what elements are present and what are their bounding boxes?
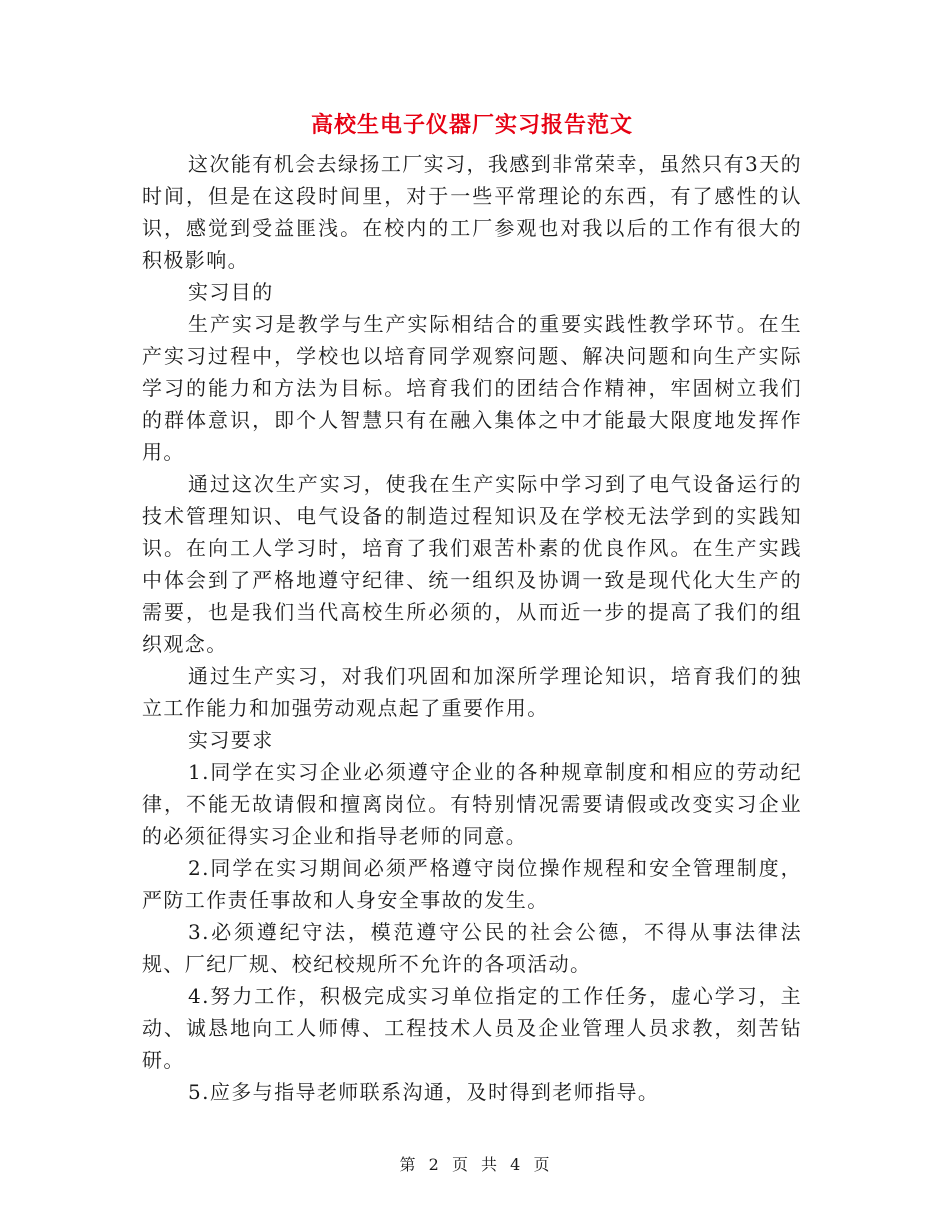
paragraph-intro: 这次能有机会去绿扬工厂实习，我感到非常荣幸，虽然只有3天的时间，但是在这段时间里，对于一些平常理论的东西，有了感性的认识，感觉到受益匪浅。在校内的工厂参观也对我以后的工作有很大的积极影响。 [142,152,802,272]
section-heading-requirements: 实习要求 [188,728,274,752]
paragraph-purpose: 生产实习是教学与生产实际相结合的重要实践性教学环节。在生产实习过程中，学校也以培育同学观察问题、解决问题和向生产实际学习的能力和方法为目标。培育我们的团结合作精神，牢固树立我们的群体意识，即个人智慧只有在融入集体之中才能最大限度地发挥作用。 [142,312,802,464]
section-heading-purpose: 实习目的 [188,280,274,304]
paragraph-summary: 通过生产实习，对我们巩固和加深所学理论知识，培育我们的独立工作能力和加强劳动观点起了重要作用。 [142,664,802,720]
document-title: 高校生电子仪器厂实习报告范文 [310,113,633,138]
requirement-item-1: 1.同学在实习企业必须遵守企业的各种规章制度和相应的劳动纪律，不能无故请假和擅离岗位。有特别情况需要请假或改变实习企业的必须征得实习企业和指导老师的同意。 [142,760,802,848]
requirement-item-3: 3.必须遵纪守法，模范遵守公民的社会公德，不得从事法律法规、厂纪厂规、校纪校规所不允许的各项活动。 [142,920,802,976]
document-body [142,104,802,1108]
footer-label-ye2: 页 [533,1155,551,1174]
footer-label-di: 第 [399,1155,417,1174]
footer-total-pages: 4 [510,1155,522,1174]
paragraph-experience: 通过这次生产实习，使我在生产实际中学习到了电气设备运行的技术管理知识、电气设备的制造过程知识及在学校无法学到的实践知识。在向工人学习时，培育了我们艰苦朴素的优良作风。在生产实践中体会到了严格地遵守纪律、统一组织及协调一致是现代化大生产的需要，也是我们当代高校生所必须的，从而近一步的提高了我们的组织观念。 [142,472,802,656]
footer-label-gong: 共 [481,1155,499,1174]
footer-current-page: 2 [428,1155,440,1174]
requirement-item-5: 5.应多与指导老师联系沟通，及时得到老师指导。 [188,1080,660,1104]
requirement-item-4: 4.努力工作，积极完成实习单位指定的工作任务，虚心学习，主动、诚恳地向工人师傅、工程技术人员及企业管理人员求教，刻苦钻研。 [142,984,802,1072]
requirement-item-2: 2.同学在实习期间必须严格遵守岗位操作规程和安全管理制度，严防工作责任事故和人身安全事故的发生。 [142,856,802,912]
footer-label-ye: 页 [451,1155,469,1174]
page-footer [0,1152,950,1175]
